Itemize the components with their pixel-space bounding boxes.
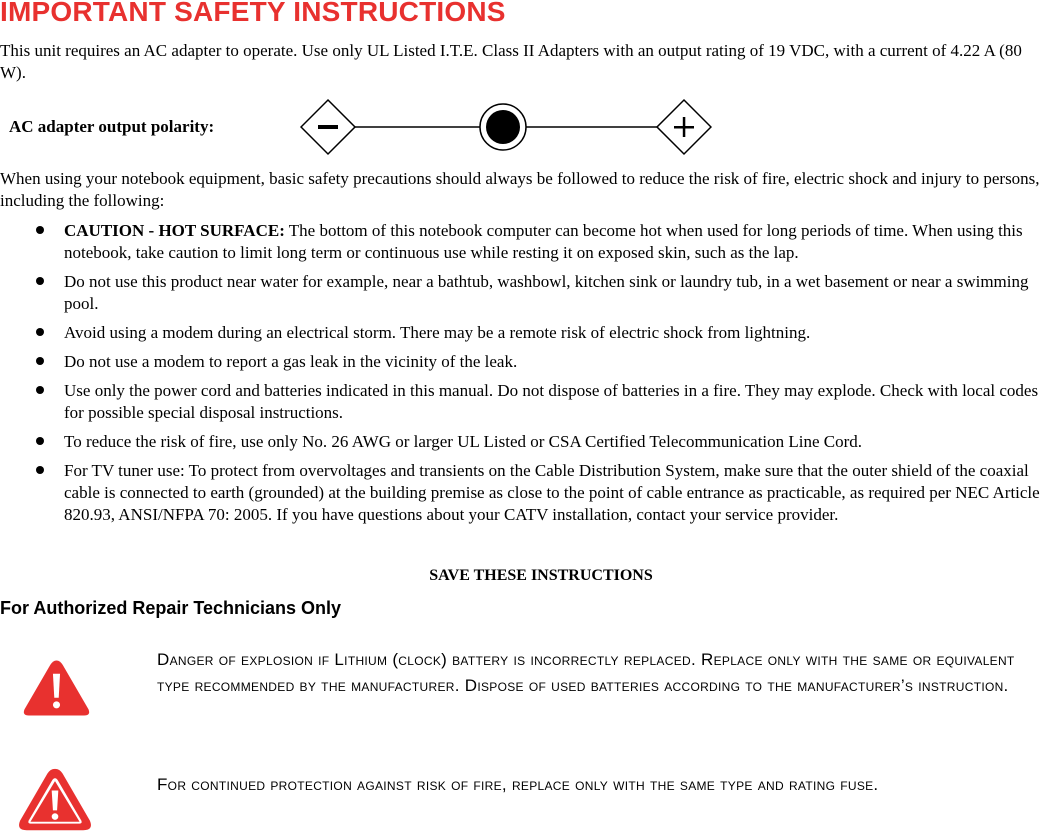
list-item-text: To reduce the risk of fire, use only No. 26 AWG or larger UL Listed or CSA Certified Telecommunication Line Cord. [64, 432, 863, 451]
precautions-list [0, 220, 1043, 533]
filled-circle-plug-icon [480, 104, 526, 150]
bullet-icon [36, 466, 44, 474]
bullet-icon [36, 277, 44, 285]
list-item [0, 351, 1043, 373]
save-instructions-note: SAVE THESE INSTRUCTIONS [429, 567, 653, 584]
battery-warning-text: Danger of explosion if Lithium (clock) battery is incorrectly replaced. Replace only with the same or equivalent type recommended by the manufacturer. Dispose of used batteries according to the manufacturer’s instruction. [157, 650, 1015, 695]
list-item [0, 380, 1043, 424]
minus-icon [301, 100, 355, 154]
bullet-icon [36, 226, 44, 234]
bullet-icon [36, 437, 44, 445]
caution-label: CAUTION - HOT SURFACE: [64, 221, 285, 240]
polarity-diagram [300, 98, 712, 156]
list-item-text: Do not use a modem to report a gas leak in the vicinity of the leak. [64, 352, 518, 371]
list-item-text: Use only the power cord and batteries indicated in this manual. Do not dispose of batteries in a fire. They may explode. Check with local codes for possible special disposal instructions. [64, 381, 1039, 422]
list-item [0, 220, 1043, 264]
polarity-label: AC adapter output polarity: [9, 117, 215, 136]
warning-triangle-icon [16, 766, 94, 834]
list-item-text: For TV tuner use: To protect from overvoltages and transients on the Cable Distribution System, make sure that the outer shield of the coaxial cable is connected to earth (grounded) at the building premise as close to the point of cable entrance as practicable, as required per NEC Article 820.93, ANSI/NFPA 70: 2005. If you have questions about your CATV installation, contact your service provider. [64, 461, 1040, 524]
list-item [0, 460, 1043, 526]
bullet-icon [36, 357, 44, 365]
page-title: IMPORTANT SAFETY INSTRUCTIONS [0, 0, 506, 27]
bullet-icon [36, 386, 44, 394]
list-item [0, 431, 1043, 453]
list-item-text: Avoid using a modem during an electrical storm. There may be a remote risk of electric shock from lightning. [64, 323, 811, 342]
list-item-text: The bottom of this notebook computer can become hot when used for long periods of time. When using this notebook, take caution to limit long term or continuous use while resting it on exposed skin, such as the lap. [64, 221, 1023, 262]
list-item [0, 271, 1043, 315]
precautions-intro-text: When using your notebook equipment, basic safety precautions should always be followed to reduce the risk of fire, electric shock and injury to persons, including the following: [0, 169, 1040, 210]
adapter-requirement-text: This unit requires an AC adapter to operate. Use only UL Listed I.T.E. Class II Adapters with an output rating of 19 VDC, with a current of 4.22 A (80 W). [0, 41, 1022, 82]
warning-triangle-icon [21, 656, 92, 720]
list-item-text: Do not use this product near water for example, near a bathtub, washbowl, kitchen sink or laundry tub, in a wet basement or near a swimming pool. [64, 272, 1029, 313]
list-item [0, 322, 1043, 344]
section-heading: For Authorized Repair Technicians Only [0, 598, 342, 618]
plus-icon [657, 100, 711, 154]
bullet-icon [36, 328, 44, 336]
fuse-warning-text: For continued protection against risk of fire, replace only with the same type and rating fuse. [157, 775, 879, 794]
